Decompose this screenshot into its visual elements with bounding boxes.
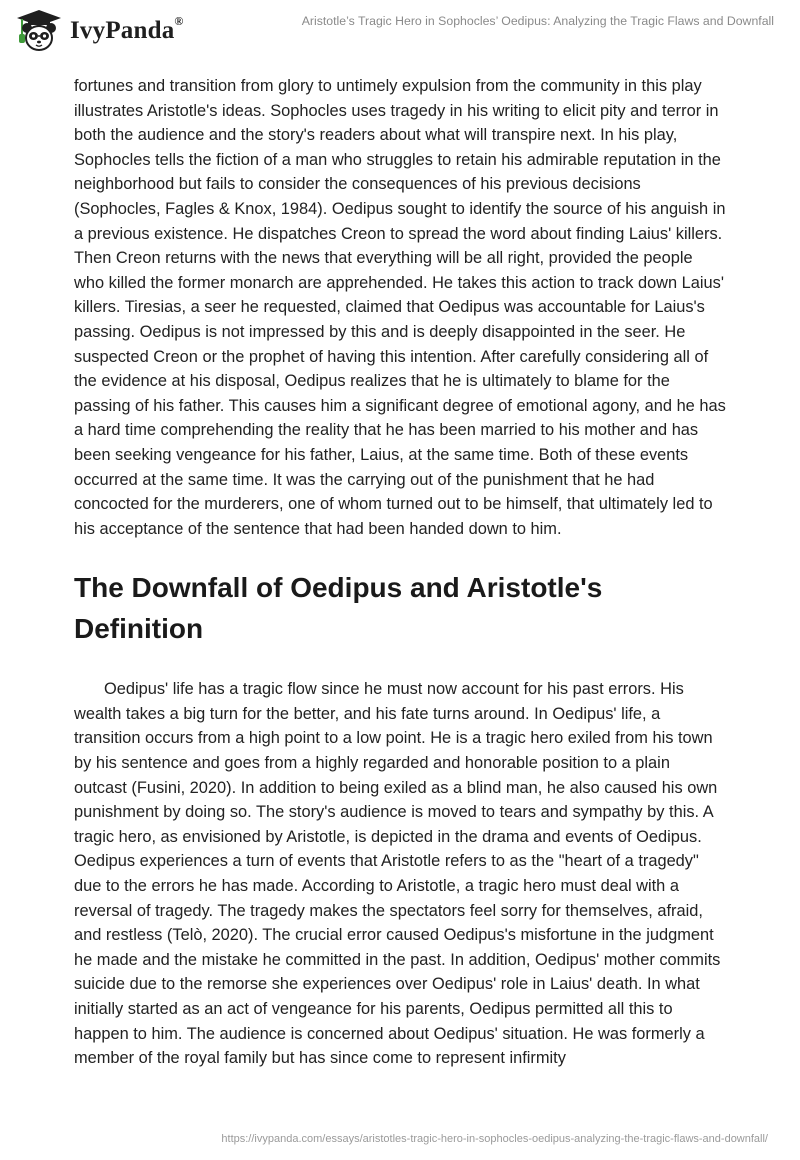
registered-mark: ®	[174, 13, 184, 28]
logo-wordmark	[70, 13, 184, 45]
source-url[interactable]: https://ivypanda.com/essays/aristotles-tragic-hero-in-sophocles-oedipus-analyzing-the-tragic-flaws-and-downfall/	[221, 1133, 768, 1145]
logo-text: IvyPanda	[70, 17, 175, 44]
page-header	[0, 0, 800, 70]
panda-graduate-logo-icon	[14, 8, 64, 54]
document-title: Aristotle’s Tragic Hero in Sophocles’ Oedipus: Analyzing the Tragic Flaws and Downfall	[301, 14, 774, 28]
ivypanda-logo[interactable]	[14, 8, 184, 54]
essay-content	[74, 74, 726, 1071]
body-paragraph-1: fortunes and transition from glory to untimely expulsion from the community in this play illustrates Aristotle's ideas. Sophocles uses tragedy in his writing to elicit pity and terror in both the audience and the story's readers about what will transpire next. In his play, Sophocles tells the fiction of a man who struggles to retain his admirable reputation in the neighborhood but fails to consider the consequences of his previous decisions (Sophocles, Fagles & Knox, 1984). Oedipus sought to identify the source of his anguish in a previous existence. He dispatches Creon to spread the word about finding Laius' killers. Then Creon returns with the news that everything will be all right, provided the people who killed the former monarch are apprehended. He takes this action to track down Laius' killers. Tiresias, a seer he requested, claimed that Oedipus was accountable for Laius's passing. Oedipus is not impressed by this and is deeply disappointed in the seer. He suspected Creon or the prophet of having this intention. After carefully considering all of the evidence at his disposal, Oedipus realizes that he is ultimately to blame for the passing of his father. This causes him a significant degree of emotional agony, and he has a hard time comprehending the reality that he has been married to his mother and has been seeking vengeance for his father, Laius, at the same time. Both of these events occurred at the same time. It was the carrying out of the punishment that he had concocted for the murderers, one of whom turned out to be himself, that ultimately led to his acceptance of the sentence that had been handed down to him.	[74, 77, 726, 538]
body-paragraph-2: Oedipus' life has a tragic flow since he must now account for his past errors. His wealth takes a big turn for the better, and his fate turns around. In Oedipus' life, a transition occurs from a high point to a low point. He is a tragic hero exiled from his town by his sentence and goes from a highly regarded and honorable position to a plain outcast (Fusini, 2020). In addition to being exiled as a blind man, he also caused his own punishment by doing so. The story's audience is moved to tears and sympathy by this. A tragic hero, as envisioned by Aristotle, is depicted in the drama and events of Oedipus. Oedipus experiences a turn of events that Aristotle refers to as the "heart of a tragedy" due to the errors he has made. According to Aristotle, a tragic hero must deal with a reversal of tragedy. The tragedy makes the spectators feel sorry for themselves, afraid, and restless (Telò, 2020). The crucial error caused Oedipus's misfortune in the judgment he made and the mistake he committed in the past. In addition, Oedipus' mother commits suicide due to the remorse she experiences over Oedipus' role in Laius' death. In what initially started as an act of vengeance for his parents, Oedipus permitted all this to happen to him. The audience is concerned about Oedipus' situation. He was formerly a member of the royal family but has since come to represent infirmity	[74, 680, 721, 1068]
section-heading: The Downfall of Oedipus and Aristotle's Definition	[74, 572, 603, 645]
